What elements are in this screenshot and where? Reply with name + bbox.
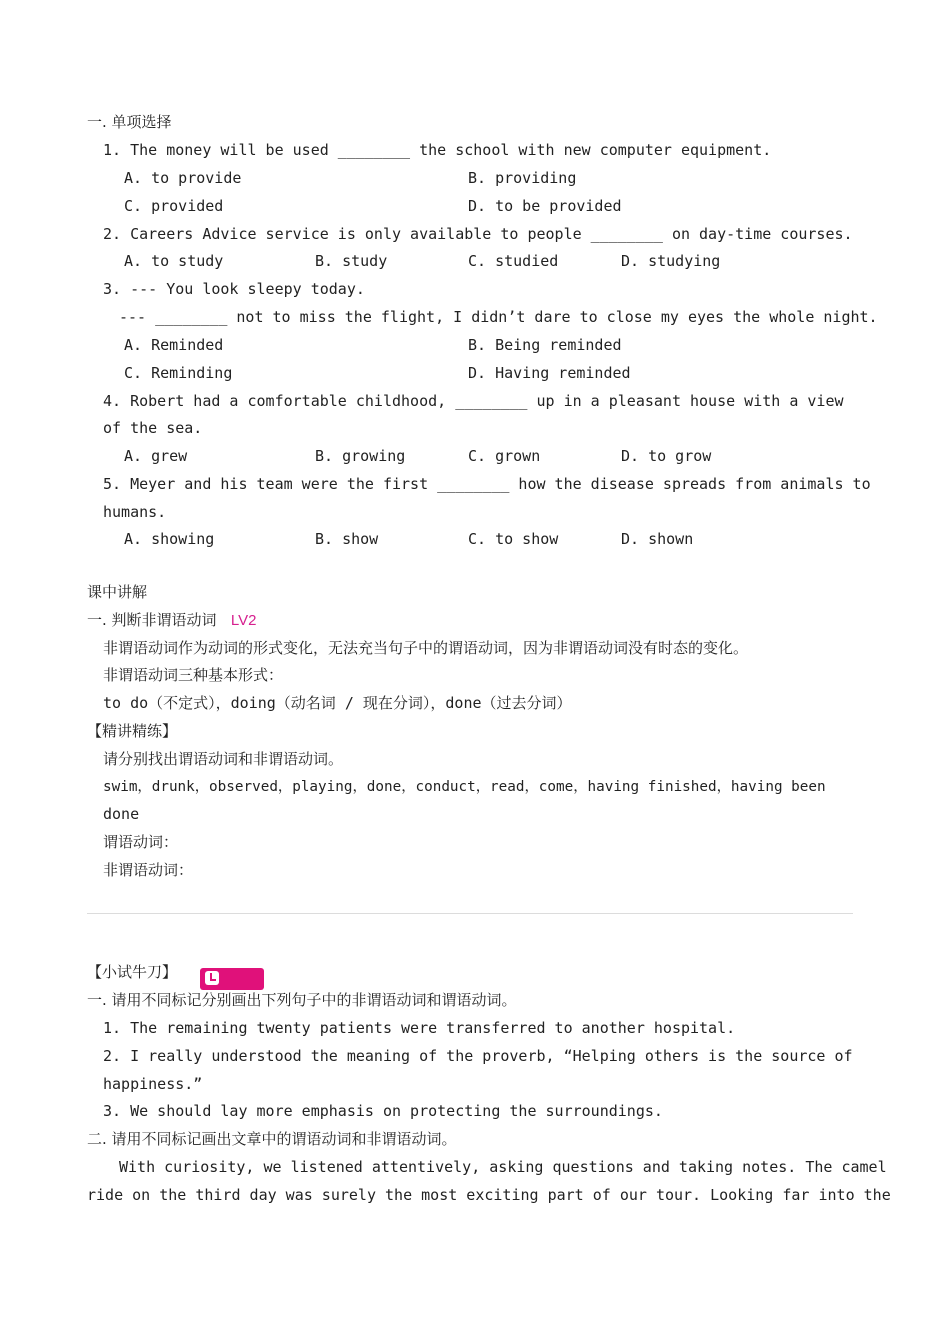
question-5-stem: 5. Meyer and his team were the first ________ how the disease spreads from animals to [103, 475, 871, 493]
question-2-stem: 2. Careers Advice service is only available to people ________ on day-time courses. [103, 225, 853, 243]
q1-option-a: A. to provide [124, 169, 242, 187]
predicate-label: 谓语动词： [103, 833, 179, 851]
trial-sentence-2-line2: happiness.” [103, 1075, 203, 1093]
q5-option-c: C. to show [468, 530, 559, 548]
q4-option-d: D. to grow [621, 447, 712, 465]
question-4-stem-line2: of the sea. [103, 419, 203, 437]
q1-option-c: C. provided [124, 197, 224, 215]
question-3-stem-line2: --- ________ not to miss the flight, I didn’t dare to close my eyes the whole night. [119, 308, 878, 326]
q4-option-a: A. grew [124, 447, 188, 465]
q2-option-a: A. to study [124, 252, 224, 270]
q5-option-d: D. shown [621, 530, 694, 548]
trial-sentence-3: 3. We should lay more emphasis on protecting the surroundings. [103, 1102, 663, 1120]
question-4-stem: 4. Robert had a comfortable childhood, ________ up in a pleasant house with a view [103, 392, 844, 410]
question-5-stem-line2: humans. [103, 503, 167, 521]
word-list-line-1: swim，drunk，observed，playing，done，conduct，read，come，having finished，having been [103, 779, 826, 795]
trial-q1-heading: 一. 请用不同标记分别画出下列句子中的非谓语动词和谓语动词。 [87, 991, 517, 1009]
q5-option-b: B. show [315, 530, 379, 548]
trial-title: 【小试牛刀】 [87, 963, 178, 981]
timer-badge [200, 968, 264, 990]
q2-option-b: B. study [315, 252, 388, 270]
lecture-line-3: to do（不定式），doing（动名词 / 现在分词），done（过去分词） [103, 694, 572, 712]
lecture-heading [87, 610, 256, 631]
trial-sentence-1: 1. The remaining twenty patients were transferred to another hospital. [103, 1019, 736, 1037]
question-3-stem: 3. --- You look sleepy today. [103, 280, 365, 298]
q5-option-a: A. showing [124, 530, 215, 548]
level-badge: LV2 [230, 612, 257, 629]
passage-line-2: ride on the third day was surely the most exciting part of our tour. Looking far into the [87, 1186, 891, 1204]
q3-option-a: A. Reminded [124, 336, 224, 354]
trial-sentence-2: 2. I really understood the meaning of the proverb, “Helping others is the source of [103, 1047, 853, 1065]
practice-instruction: 请分别找出谓语动词和非谓语动词。 [103, 750, 344, 768]
lecture-line-1: 非谓语动词作为动词的形式变化，无法充当句子中的谓语动词，因为非谓语动词没有时态的变化。 [103, 639, 749, 657]
q1-option-d: D. to be provided [468, 197, 622, 215]
clock-icon [205, 971, 219, 985]
q2-option-c: C. studied [468, 252, 559, 270]
lecture-line-2: 非谓语动词三种基本形式： [103, 666, 284, 684]
q2-option-d: D. studying [621, 252, 721, 270]
section-heading: 一. 单项选择 [87, 113, 172, 131]
nonpredicate-label: 非谓语动词： [103, 861, 194, 879]
trial-q2-heading: 二. 请用不同标记画出文章中的谓语动词和非谓语动词。 [87, 1130, 457, 1148]
q4-option-c: C. grown [468, 447, 541, 465]
word-list-line-2: done [103, 805, 140, 823]
passage-line-1: With curiosity, we listened attentively, asking questions and taking notes. The camel [119, 1158, 887, 1176]
practice-title: 【精讲精练】 [87, 722, 178, 740]
lecture-title: 课中讲解 [87, 583, 148, 601]
q3-option-c: C. Reminding [124, 364, 233, 382]
q3-option-d: D. Having reminded [468, 364, 631, 382]
q3-option-b: B. Being reminded [468, 336, 622, 354]
lecture-heading-text: 一. 判断非谓语动词 [87, 611, 217, 629]
section-divider [87, 913, 853, 914]
q4-option-b: B. growing [315, 447, 406, 465]
question-1-stem: 1. The money will be used ________ the school with new computer equipment. [103, 141, 772, 159]
q1-option-b: B. providing [468, 169, 577, 187]
